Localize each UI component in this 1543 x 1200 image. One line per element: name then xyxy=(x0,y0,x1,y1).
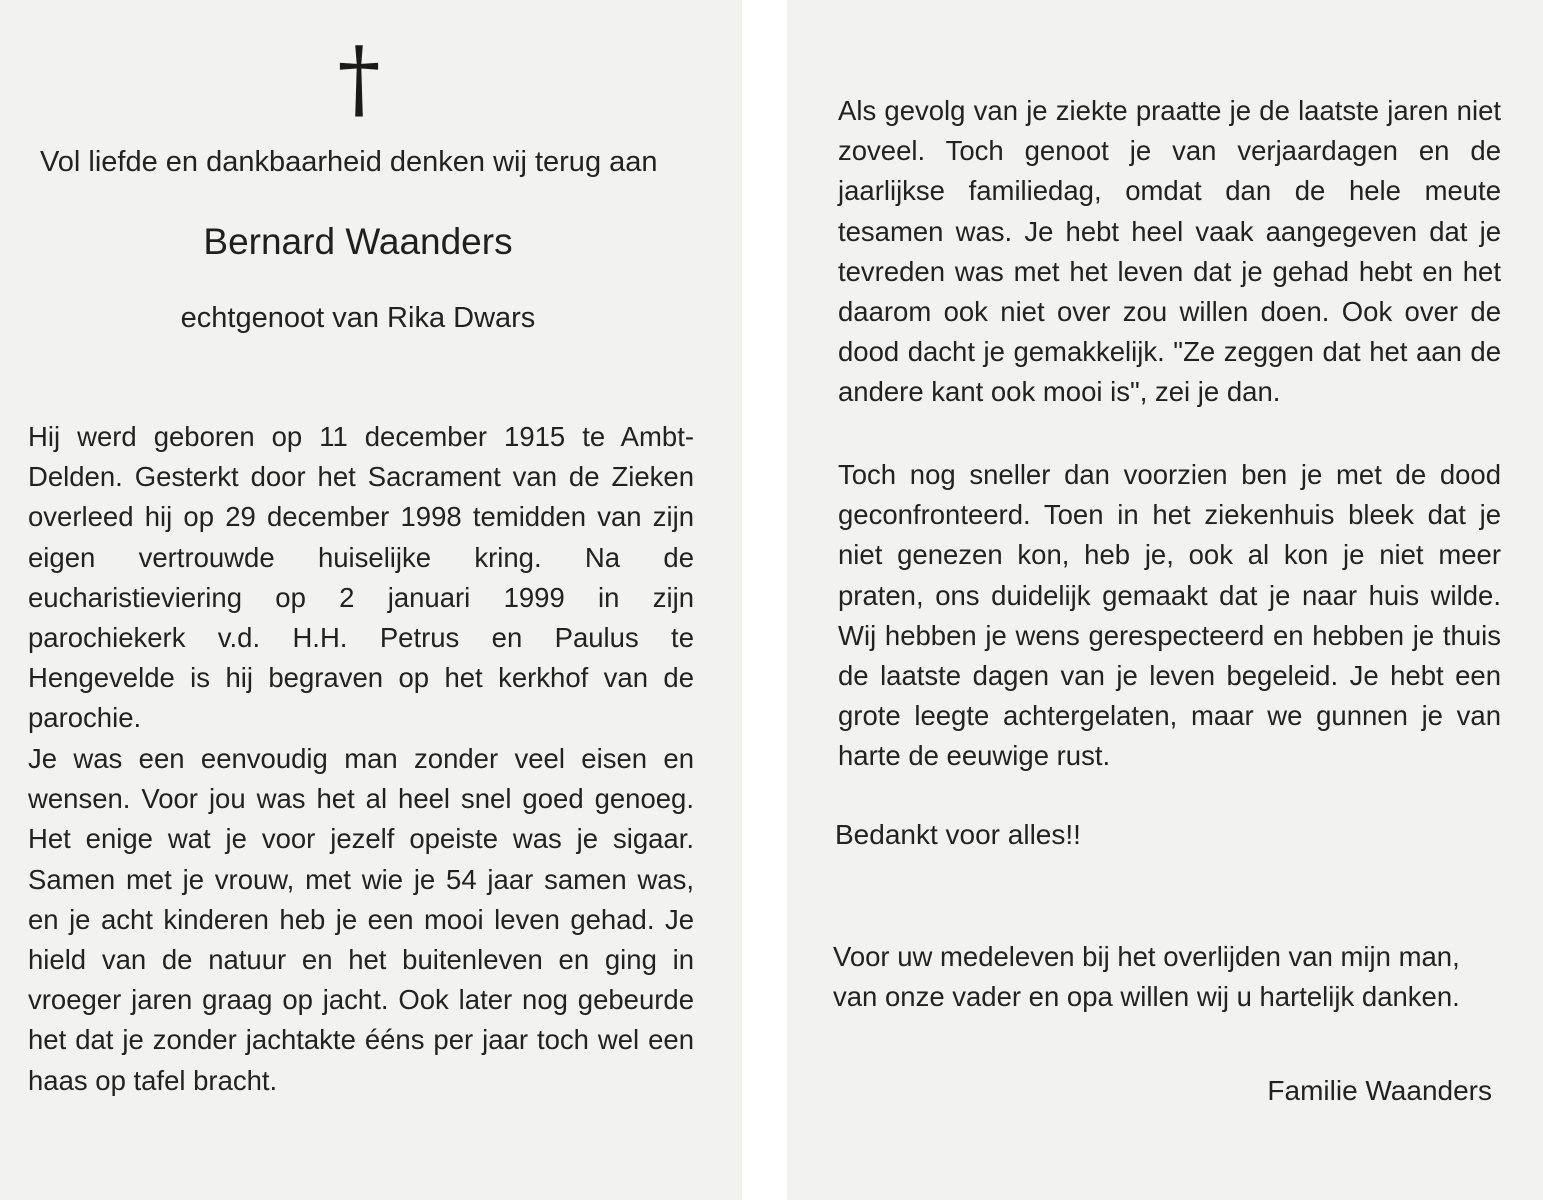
spouse-line: echtgenoot van Rika Dwars xyxy=(180,302,536,334)
family-signature: Familie Waanders xyxy=(1267,1075,1492,1106)
biography-paragraph: Hij werd geboren op 11 december 1915 te Ambt-Delden. Gesterkt door het Sacrament van de Zieken overleed hij op 29 december 1998 temidden van zijn eigen vertrouwde huiselijke kring. Na de eucharistieviering op 2 januari 1999 in zijn parochiekerk v.d. H.H. Petrus en Paulus te Hengevelde is hij begraven op het kerkhof van de parochie. xyxy=(28,421,694,734)
cross-icon: † xyxy=(337,29,381,129)
closing-line: Bedankt voor alles!! xyxy=(835,819,1081,850)
character-paragraph: Je was een eenvoudig man zonder veel eisen en wensen. Voor jou was het al heel snel goed genoeg. Het enige wat je voor jezelf opeiste was je sigaar. Samen met je vrouw, met wie je 54 jaar samen was, en je acht kinderen heb je een mooi leven gehad. Je hield van de natuur en het buitenleven en ging in vroeger jaren graag op jacht. Ook later nog gebeurde het dat je zonder jachtakte ééns per jaar toch wel een haas op tafel bracht. xyxy=(28,743,694,1096)
intro-line: Vol liefde en dankbaarheid denken wij terug aan xyxy=(40,146,658,178)
deceased-name: Bernard Waanders xyxy=(203,221,513,262)
memories-paragraph: Als gevolg van je ziekte praatte je de laatste jaren niet zoveel. Toch genoot je van verjaardagen en de jaarlijkse familiedag, omdat dan de hele meute tesamen was. Je hebt heel vaak aangegeven dat je tevreden was met het leven dat je gehad hebt en het daarom ook niet over zou willen doen. Ook over de dood dacht je gemakkelijk. "Ze zeggen dat het aan de andere kant ook mooi is", zei je dan. xyxy=(838,95,1501,408)
thanks-paragraph: Voor uw medeleven bij het overlijden van mijn man, van onze vader en opa willen wij u hartelijk danken. xyxy=(833,941,1460,1013)
final-days-paragraph: Toch nog sneller dan voorzien ben je met de dood geconfronteerd. Toen in het ziekenhuis bleek dat je niet genezen kon, heb je, ook al kon je niet meer praten, ons duidelijk gemaakt dat je naar huis wilde. Wij hebben je wens gerespecteerd en hebben je thuis de laatste dagen van je leven begeleid. Je hebt een grote leegte achtergelaten, maar we gunnen je van harte de eeuwige rust. xyxy=(838,459,1501,772)
